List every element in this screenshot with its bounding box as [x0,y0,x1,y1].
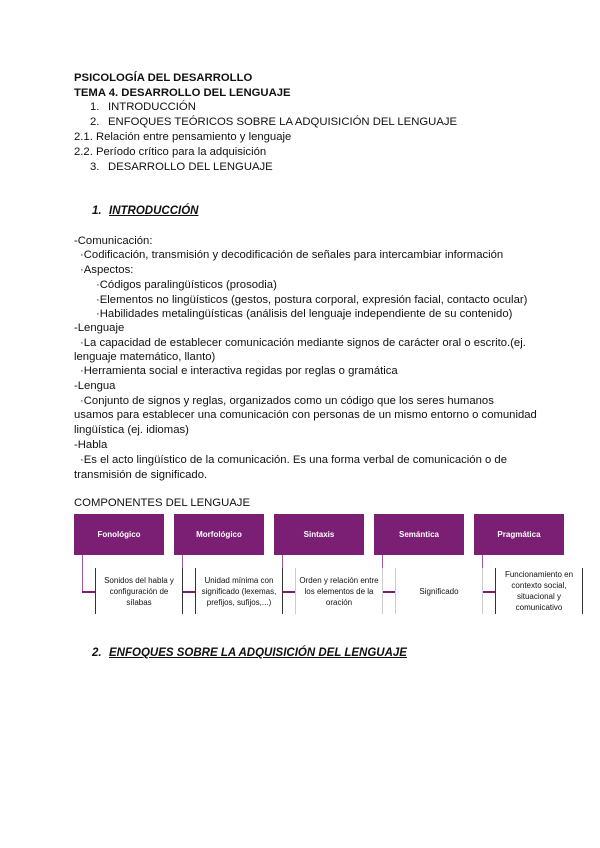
body-line: lenguaje matemático, llanto) [74,351,216,363]
body-line: lingüística (ej. idiomas) [74,424,189,436]
toc-item: 1. INTRODUCCIÓN [90,101,196,113]
body-line: ·Aspectos: [80,264,134,276]
component-box: Sintaxis [274,514,364,555]
body-line: -Lenguaje [74,322,125,334]
component-description: Significado [395,568,483,614]
doc-subtitle: TEMA 4. DESARROLLO DEL LENGUAJE [74,87,291,99]
body-line: -Lengua [74,380,116,392]
toc-subitem: 2.1. Relación entre pensamiento y lenguaje [74,131,292,143]
body-line: ·Habilidades metalingüísticas (análisis del lenguaje independiente de su contenido) [96,308,513,320]
body-line: ·Es el acto lingüístico de la comunicación. Es una forma verbal de comunicación o de [80,454,507,466]
component-box: Pragmática [474,514,564,555]
section-heading: 1. INTRODUCCIÓN [92,205,199,217]
body-line: transmisión de significado. [74,469,208,481]
component-box: Morfológico [174,514,264,555]
doc-title: PSICOLOGÍA DEL DESARROLLO [74,72,253,84]
component-description: Orden y relación entre los elementos de la oración [295,568,383,614]
toc-subitem: 2.2. Período crítico para la adquisición [74,146,267,158]
component-box: Semántica [374,514,464,555]
body-line: ·Códigos paralingüísticos (prosodia) [96,279,277,291]
body-line: ·La capacidad de establecer comunicación mediante signos de carácter oral o escrito.(ej. [80,337,526,349]
section-heading: 2. ENFOQUES SOBRE LA ADQUISICIÓN DEL LENGUAJE [92,647,407,659]
body-line: -Habla [74,439,108,451]
body-line: ·Conjunto de signos y reglas, organizados como un código que los seres humanos [80,395,494,407]
components-title: COMPONENTES DEL LENGUAJE [74,497,250,509]
component-description: Sonidos del habla y configuración de sílabas [95,568,183,614]
toc-item: 2. ENFOQUES TEÓRICOS SOBRE LA ADQUISICIÓN DEL LENGUAJE [90,116,458,128]
body-line: ·Herramienta social e interactiva regidas por reglas o gramática [80,365,398,377]
component-description: Unidad mínima con significado (lexemas, prefijos, sufijos,...) [195,568,283,614]
component-box: Fonológico [74,514,164,555]
toc-item: 3. DESARROLLO DEL LENGUAJE [90,161,273,173]
component-description: Funcionamiento en contexto social, situacional y comunicativo [495,568,583,614]
body-line: ·Codificación, transmisión y decodificación de señales para intercambiar información [80,249,504,261]
body-line: ·Elementos no lingüísticos (gestos, postura corporal, expresión facial, contacto ocular) [96,294,528,306]
connector [82,555,83,591]
body-line: -Comunicación: [74,235,153,247]
body-line: usamos para establecer una comunicación con personas de un mismo entorno o comunidad [74,409,537,421]
